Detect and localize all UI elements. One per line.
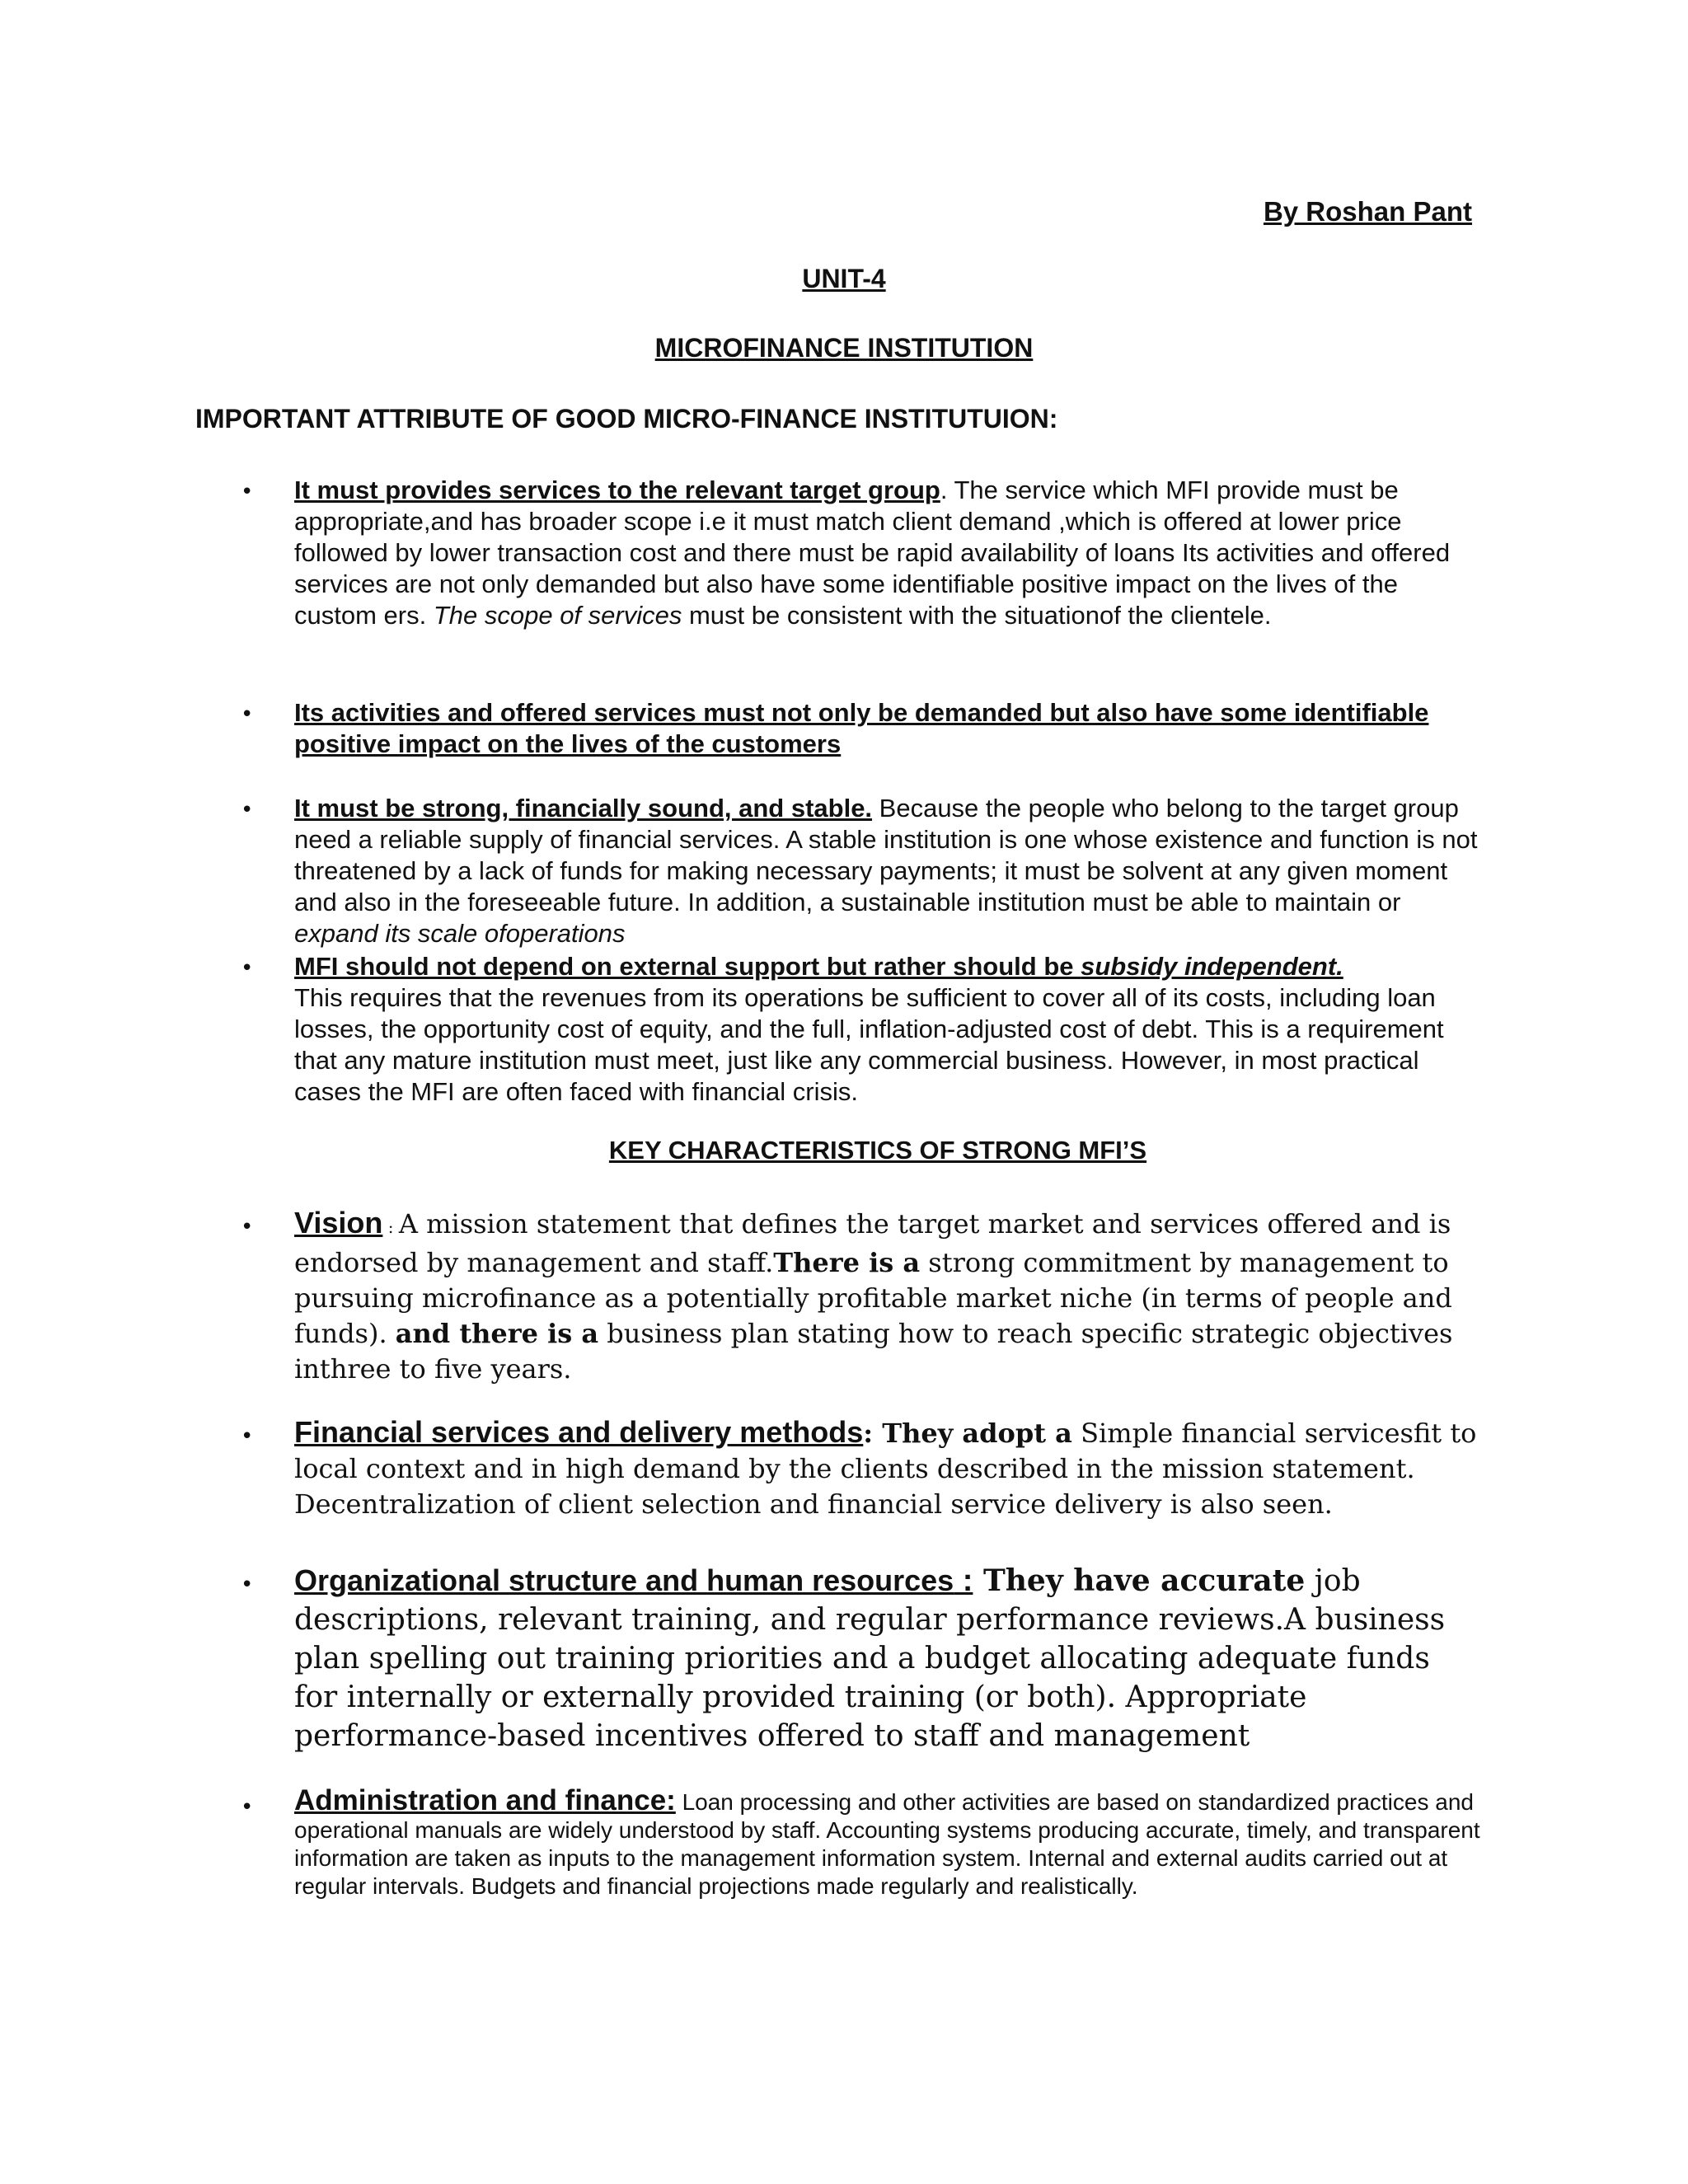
item-lead-italic: subsidy independent. bbox=[1081, 952, 1343, 981]
item-bold: They have accurate bbox=[973, 1563, 1306, 1598]
bullet-icon: • bbox=[241, 1215, 254, 1240]
item-colon: : bbox=[954, 1563, 973, 1598]
item-lead: Its activities and offered services must not only be demanded but also have some identifiable positive impact on the lives of the customers bbox=[294, 698, 1429, 758]
item-lead: It must be strong, financially sound, and stable. bbox=[294, 794, 873, 823]
list-item-attribute-3 bbox=[294, 793, 1481, 949]
list-item-attribute-4 bbox=[294, 951, 1481, 1108]
item-text: Loan processing and other activities are based on standardized practices and operational manuals are widely understood by staff. Accounting systems producing accurate, timely, and transparent information are taken as inputs to the management information system. Internal and external audits carried out at regular intervals. Budgets and financial projections made regularly and realistically. bbox=[294, 1789, 1480, 1899]
author-line: By Roshan Pant bbox=[1263, 196, 1472, 227]
item-text: job descriptions, relevant training, and regular performance reviews.A business plan spelling out training priorities and a budget allocating adequate funds for internally or externally provided training (or both). Appropriate performance-based incentives offered to staff and management bbox=[294, 1564, 1446, 1753]
item-italic: expand its scale ofoperations bbox=[294, 919, 626, 948]
item-text: Simple financial servicesfit to local context and in high demand by the clients described in the mission statement. Decentralization of client selection and financial service delivery is also seen. bbox=[294, 1418, 1477, 1520]
list-item-vision bbox=[294, 1205, 1481, 1387]
bullet-icon: • bbox=[241, 956, 254, 981]
item-text: Because the people who belong to the target group need a reliable supply of financial services. A stable institution is one whose existence and function is not threatened by a lack of funds for making necessary payments; it must be solvent at any given moment and also in the foreseeable future. In addition, a sustainable institution must be able to maintain or bbox=[294, 794, 1478, 916]
item-bold: There is a bbox=[773, 1247, 921, 1278]
bullet-icon: • bbox=[241, 798, 254, 823]
list-item-financial-services bbox=[294, 1414, 1481, 1522]
bullet-icon: • bbox=[241, 702, 254, 727]
list-item-organizational-structure bbox=[294, 1561, 1481, 1755]
bullet-icon: • bbox=[241, 1795, 254, 1820]
item-lead: Vision bbox=[294, 1206, 383, 1240]
item-lead: Financial services and delivery methods bbox=[294, 1415, 864, 1449]
item-text: This requires that the revenues from its operations be sufficient to cover all of its costs, including loan losses, the opportunity cost of equity, and the full, inflation-adjusted cost of debt. This is a requirement that any mature institution must meet, just like any commercial business. However, in most practical cases the MFI are often faced with financial crisis. bbox=[294, 983, 1444, 1106]
item-lead: Administration and finance: bbox=[294, 1784, 676, 1816]
item-text: A mission statement that defines the target market and services offered and is endorsed by management and staff. bbox=[294, 1208, 1451, 1278]
item-bold: : They adopt a bbox=[863, 1418, 1072, 1449]
item-italic: The scope of services bbox=[433, 601, 682, 630]
item-text: strong commitment by management to pursuing microfinance as a potentially profitable market niche (in terms of people and funds). bbox=[294, 1247, 1452, 1349]
item-text: business plan stating how to reach specific strategic objectives inthree to five years. bbox=[294, 1318, 1453, 1385]
bullet-icon: • bbox=[241, 480, 254, 504]
list-item-administration bbox=[294, 1784, 1481, 1900]
bullet-icon: • bbox=[241, 1424, 254, 1449]
item-lead: Organizational structure and human resources bbox=[294, 1563, 954, 1597]
item-bold: and there is a bbox=[395, 1318, 599, 1349]
document-title: MICROFINANCE INSTITUTION bbox=[654, 333, 1034, 363]
item-lead: MFI should not depend on external support but rather should be bbox=[294, 952, 1081, 981]
list-item-attribute-1 bbox=[294, 475, 1481, 631]
item-text: must be consistent with the situationof the clientele. bbox=[682, 601, 1272, 630]
item-text: . The service which MFI provide must be appropriate,and has broader scope i.e it must match client demand ,which is offered at lower price followed by lower transaction cost and there must be rapid availability of loans Its activities and offered services are not only demanded but also have some identifiable positive impact on the lives of the custom ers. bbox=[294, 476, 1451, 630]
section-heading-attributes: IMPORTANT ATTRIBUTE OF GOOD MICRO-FINANCE INSTITUTUION: bbox=[195, 404, 1058, 434]
list-item-attribute-2 bbox=[294, 697, 1481, 760]
item-colon: : bbox=[382, 1217, 399, 1237]
bullet-icon: • bbox=[241, 1572, 254, 1597]
section-heading-characteristics: KEY CHARACTERISTICS OF STRONG MFI’S bbox=[608, 1136, 1147, 1165]
item-lead: It must provides services to the relevant target group bbox=[294, 476, 940, 504]
unit-heading: UNIT-4 bbox=[802, 264, 886, 293]
